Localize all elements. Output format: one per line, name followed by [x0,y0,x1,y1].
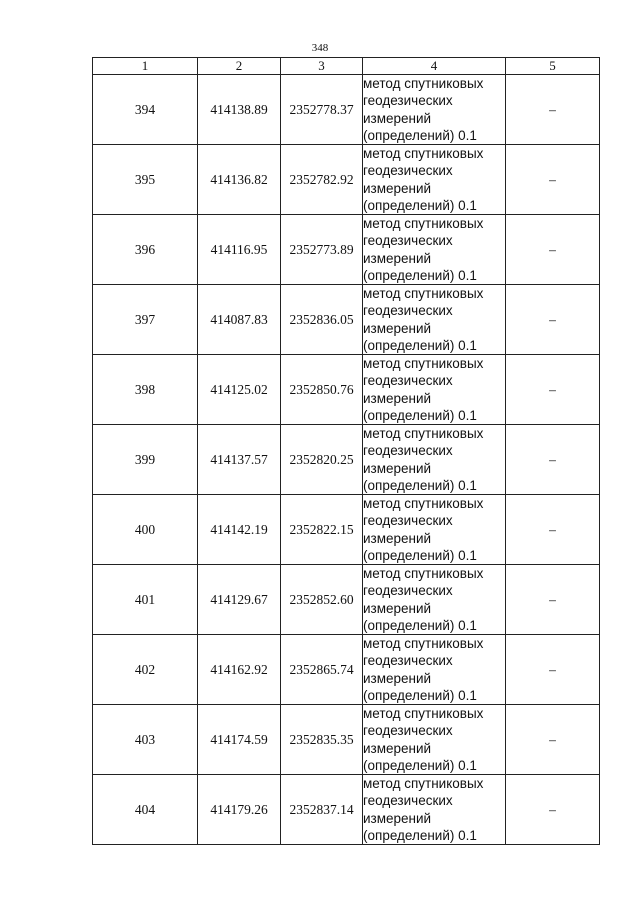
method-cell [363,635,506,705]
method-line: геодезических [363,93,453,109]
method-cell [363,285,506,355]
point-number-cell: 398 [93,355,198,425]
table-row [93,705,600,775]
method-line: метод спутниковых [363,776,484,792]
column-5-cell: – [506,425,600,495]
x-coordinate-cell: 414129.67 [198,565,281,635]
point-number-cell: 401 [93,565,198,635]
method-line: метод спутниковых [363,706,484,722]
y-coordinate-cell: 2352782.92 [281,145,363,215]
method-line: геодезических [363,793,453,809]
x-coordinate-cell: 414179.26 [198,775,281,845]
column-header-1: 1 [93,58,198,75]
method-line: (определений) 0.1 [363,617,477,633]
y-coordinate-cell: 2352822.15 [281,495,363,565]
y-coordinate-cell: 2352850.76 [281,355,363,425]
method-line: измерений [363,810,432,826]
x-coordinate-cell: 414138.89 [198,75,281,145]
method-line: геодезических [363,583,453,599]
method-line: (определений) 0.1 [363,687,477,703]
method-line: (определений) 0.1 [363,477,477,493]
table-row [93,565,600,635]
page-number: 348 [311,42,329,54]
point-number-cell: 403 [93,705,198,775]
method-cell [363,775,506,845]
point-number-cell: 400 [93,495,198,565]
method-line: геодезических [363,653,453,669]
column-header-4: 4 [363,58,506,75]
column-header-2: 2 [198,58,281,75]
method-line: геодезических [363,513,453,529]
table-row [93,635,600,705]
method-line: геодезических [363,443,453,459]
y-coordinate-cell: 2352820.25 [281,425,363,495]
method-line: метод спутниковых [363,426,484,442]
table-row [93,495,600,565]
method-line: измерений [363,390,432,406]
method-line: (определений) 0.1 [363,337,477,353]
y-coordinate-cell: 2352773.89 [281,215,363,285]
y-coordinate-cell: 2352837.14 [281,775,363,845]
table-row [93,425,600,495]
column-5-cell: – [506,75,600,145]
method-line: метод спутниковых [363,566,484,582]
x-coordinate-cell: 414136.82 [198,145,281,215]
table-row [93,215,600,285]
method-line: геодезических [363,723,453,739]
column-5-cell: – [506,215,600,285]
method-cell [363,145,506,215]
x-coordinate-cell: 414162.92 [198,635,281,705]
method-line: метод спутниковых [363,76,484,92]
column-5-cell: – [506,355,600,425]
method-line: (определений) 0.1 [363,267,477,283]
y-coordinate-cell: 2352836.05 [281,285,363,355]
method-cell [363,355,506,425]
x-coordinate-cell: 414137.57 [198,425,281,495]
point-number-cell: 404 [93,775,198,845]
x-coordinate-cell: 414087.83 [198,285,281,355]
method-line: метод спутниковых [363,636,484,652]
column-header-3: 3 [281,58,363,75]
method-line: измерений [363,740,432,756]
point-number-cell: 394 [93,75,198,145]
method-line: метод спутниковых [363,496,484,512]
method-cell [363,705,506,775]
method-line: измерений [363,460,432,476]
x-coordinate-cell: 414125.02 [198,355,281,425]
column-header-5: 5 [506,58,600,75]
x-coordinate-cell: 414116.95 [198,215,281,285]
method-line: измерений [363,670,432,686]
column-5-cell: – [506,705,600,775]
method-cell [363,495,506,565]
coordinates-table [92,57,600,845]
column-5-cell: – [506,565,600,635]
method-line: (определений) 0.1 [363,827,477,843]
point-number-cell: 395 [93,145,198,215]
method-line: метод спутниковых [363,356,484,372]
table-row [93,775,600,845]
method-line: (определений) 0.1 [363,127,477,143]
method-line: измерений [363,180,432,196]
table-header-row [93,58,600,75]
x-coordinate-cell: 414174.59 [198,705,281,775]
method-line: метод спутниковых [363,146,484,162]
method-cell [363,75,506,145]
y-coordinate-cell: 2352865.74 [281,635,363,705]
method-line: измерений [363,600,432,616]
method-line: геодезических [363,373,453,389]
method-line: геодезических [363,233,453,249]
method-line: измерений [363,530,432,546]
method-line: метод спутниковых [363,216,484,232]
column-5-cell: – [506,495,600,565]
method-line: метод спутниковых [363,286,484,302]
x-coordinate-cell: 414142.19 [198,495,281,565]
column-5-cell: – [506,775,600,845]
method-cell [363,215,506,285]
method-line: (определений) 0.1 [363,407,477,423]
table-row [93,75,600,145]
method-line: геодезических [363,303,453,319]
point-number-cell: 402 [93,635,198,705]
table-row [93,145,600,215]
y-coordinate-cell: 2352852.60 [281,565,363,635]
column-5-cell: – [506,635,600,705]
table-row [93,285,600,355]
method-line: (определений) 0.1 [363,197,477,213]
method-line: (определений) 0.1 [363,757,477,773]
method-cell [363,565,506,635]
y-coordinate-cell: 2352778.37 [281,75,363,145]
point-number-cell: 397 [93,285,198,355]
column-5-cell: – [506,285,600,355]
point-number-cell: 396 [93,215,198,285]
method-cell [363,425,506,495]
method-line: геодезических [363,163,453,179]
y-coordinate-cell: 2352835.35 [281,705,363,775]
method-line: измерений [363,250,432,266]
method-line: (определений) 0.1 [363,547,477,563]
table-row [93,355,600,425]
method-line: измерений [363,320,432,336]
method-line: измерений [363,110,432,126]
point-number-cell: 399 [93,425,198,495]
column-5-cell: – [506,145,600,215]
